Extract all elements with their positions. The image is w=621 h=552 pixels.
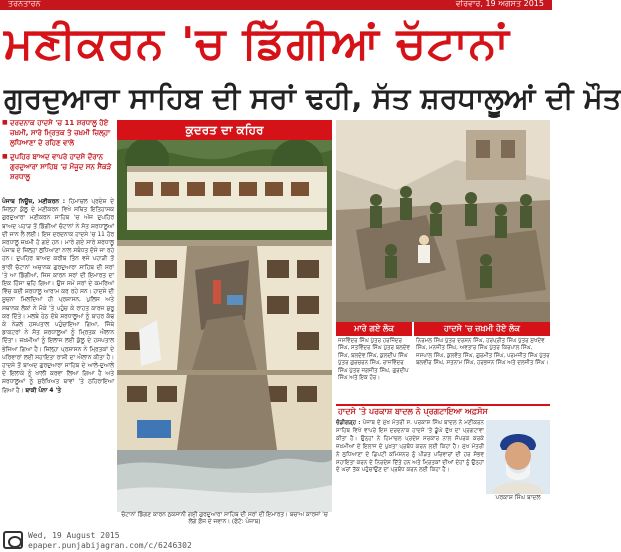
topbar-right: ਵੀਰਵਾਰ, 19 ਅਗਸਤ 2015 — [455, 0, 544, 8]
dead-list-header: ਮਾਰੇ ਗਏ ਲੋਕ — [336, 322, 412, 336]
injured-list: ਨਿਰਮਲ ਸਿੰਘ ਪੁੱਤਰ ਦਰਸ਼ਨ ਸਿੰਘ, ਹਰਪ੍ਰੀਤ ਸਿੰਘ ਪੁੱਤਰ ਸੁਖਦੇਵ ਸਿੰਘ, ਮਨਜੀਤ ਸਿੰਘ, ਅਵਤਾਰ ਸਿੰਘ ਪੁੱਤਰ ਕਿਰਪਾਲ ਸਿੰਘ, ਜਸਪਾਲ ਸਿੰਘ, ਕੁਲਵੰਤ ਸਿੰਘ, ਗੁਰਮੀਤ ਸਿੰਘ, ਪਰਮਜੀਤ ਸਿੰਘ ਪੁੱਤਰ ਬਲਵੀਰ ਸਿੰਘ, ਸਤਨਾਮ ਸਿੰਘ, ਹਰਭਜਨ ਸਿੰਘ ਅਤੇ ਦਲਜੀਤ ਸਿੰਘ। — [416, 338, 550, 367]
page-headline: ਮਣੀਕਰਨ 'ਚ ਡਿੱਗੀਆਂ ਚੱਟਾਨਾਂ — [4, 18, 510, 69]
photo-caption-text-2: ਬਚਾਅ ਕਾਰਜਾਂ 'ਚ ਲੱਗੇ ਫ਼ੌਜ ਦੇ ਜਵਾਨ। — [188, 512, 328, 525]
photo-banner: ਕੁਦਰਤ ਦਾ ਕਹਿਰ — [117, 120, 332, 140]
main-story-column — [2, 198, 114, 536]
sub-story-text: ਪੰਜਾਬ ਦੇ ਮੁੱਖ ਮੰਤਰੀ ਸ. ਪਰਕਾਸ਼ ਸਿੰਘ ਬਾਦਲ ਨੇ ਮਣੀਕਰਨ ਸਾਹਿਬ ਵਿਖੇ ਵਾਪਰੇ ਇਸ ਦਰਦਨਾਕ ਹਾਦਸੇ 'ਤੇ ਡੂੰਘੇ ਦੁੱਖ ਦਾ ਪ੍ਰਗਟਾਵਾ ਕੀਤਾ ਹੈ। ਉਨ੍ਹਾਂ ਨੇ ਹਿਮਾਚਲ ਪ੍ਰਦੇਸ਼ ਸਰਕਾਰ ਨਾਲ ਸੰਪਰਕ ਕਰਕੇ ਜ਼ਖ਼ਮੀਆਂ ਦੇ ਇਲਾਜ ਦੇ ਪੁਖ਼ਤਾ ਪ੍ਰਬੰਧ ਕਰਨ ਲਈ ਕਿਹਾ ਹੈ। ਮੁੱਖ ਮੰਤਰੀ ਨੇ ਲੁਧਿਆਣਾ ਦੇ ਡਿਪਟੀ ਕਮਿਸ਼ਨਰ ਨੂੰ ਪੀੜਤ ਪਰਿਵਾਰਾਂ ਦੀ ਹਰ ਸੰਭਵ ਸਹਾਇਤਾ ਕਰਨ ਦੇ ਨਿਰਦੇਸ਼ ਦਿੱਤੇ ਹਨ ਅਤੇ ਮ੍ਰਿਤਕਾਂ ਦੀਆਂ ਦੇਹਾਂ ਨੂੰ ਉਨ੍ਹਾਂ ਦੇ ਘਰਾਂ ਤੱਕ ਪਹੁੰਚਾਉਣ ਦਾ ਪ੍ਰਬੰਧ ਕਰਨ ਲਈ ਕਿਹਾ ਹੈ। — [336, 420, 484, 474]
top-date-strip — [0, 0, 552, 10]
portrait-photo — [486, 420, 550, 494]
photo-caption-text: ਚੱਟਾਨਾਂ ਡਿੱਗਣ ਕਾਰਨ ਨੁਕਸਾਨੀ ਗਈ ਗੁਰਦੁਆਰਾ ਸਾਹਿਬ ਦੀ ਸਰਾਂ ਦੀ ਇਮਾਰਤ। — [121, 512, 288, 518]
dead-list: ਜਸਵਿੰਦਰ ਸਿੰਘ ਪੁੱਤਰ ਹਰਜਿੰਦਰ ਸਿੰਘ, ਸਤਵਿੰਦਰ ਸਿੰਘ ਪੁੱਤਰ ਬਲਦੇਵ ਸਿੰਘ, ਬਲਦੇਵ ਸਿੰਘ, ਕੁਲਦੀਪ ਸਿੰਘ ਪੁੱਤਰ ਗੁਰਚਰਨ ਸਿੰਘ, ਰਾਜਵਿੰਦਰ ਸਿੰਘ ਪੁੱਤਰ ਜਗਜੀਤ ਸਿੰਘ, ਗੁਰਦੀਪ ਸਿੰਘ ਅਤੇ ਇਕ ਹੋਰ। — [338, 338, 410, 382]
sub-story-body — [336, 420, 484, 516]
page-subheadline: ਗੁਰਦੁਆਰਾ ਸਾਹਿਬ ਦੀ ਸਰਾਂ ਢਹੀ, ਸੱਤ ਸ਼ਰਧਾਲੂਆਂ ਦੀ ਮੌਤ — [4, 81, 621, 115]
portrait-illustration — [486, 420, 550, 494]
portrait-caption: ਪਰਕਾਸ਼ ਸਿੰਘ ਬਾਦਲ — [495, 494, 541, 501]
story-dateline: ਪੰਜਾਬ ਨਿਊਜ਼, ਮਣੀਕਰਨ : — [2, 199, 66, 205]
rescue-photo — [336, 120, 550, 322]
rescue-scene-illustration — [336, 120, 550, 322]
injured-list-header: ਹਾਦਸੇ 'ਚ ਜ਼ਖ਼ਮੀ ਹੋਏ ਲੋਕ — [414, 322, 550, 336]
epaper-logo-icon — [3, 531, 23, 549]
story-body: ਹਿਮਾਚਲ ਪ੍ਰਦੇਸ਼ ਦੇ ਜ਼ਿਲ੍ਹਾ ਕੁੱਲੂ ਦੇ ਮਣੀਕਰਨ ਵਿਖੇ ਸਥਿਤ ਇਤਿਹਾਸਕ ਗੁਰਦੁਆਰਾ ਮਣੀਕਰਨ ਸਾਹਿਬ 'ਚ ਅੱਜ ਦੁਪਹਿਰ ਬਾਅਦ ਪਹਾੜ ਤੋਂ ਡਿੱਗੀਆਂ ਚੱਟਾਨਾਂ ਨੇ ਸੱਤ ਸ਼ਰਧਾਲੂਆਂ ਦੀ ਜਾਨ ਲੈ ਲਈ। ਇਸ ਦਰਦਨਾਕ ਹਾਦਸੇ 'ਚ 11 ਹੋਰ ਸ਼ਰਧਾਲੂ ਜ਼ਖ਼ਮੀ ਹੋ ਗਏ ਹਨ। ਮਾਰੇ ਗਏ ਸਾਰੇ ਸ਼ਰਧਾਲੂ ਪੰਜਾਬ ਦੇ ਜ਼ਿਲ੍ਹਾ ਲੁਧਿਆਣਾ ਨਾਲ ਸਬੰਧਤ ਦੱਸੇ ਜਾ ਰਹੇ ਹਨ। ਦੁਪਹਿਰ ਬਾਅਦ ਕਰੀਬ ਤਿੰਨ ਵਜੇ ਪਹਾੜੀ ਤੋਂ ਭਾਰੀ ਚੱਟਾਨਾਂ ਅਚਾਨਕ ਗੁਰਦੁਆਰਾ ਸਾਹਿਬ ਦੀ ਸਰਾਂ 'ਤੇ ਆ ਡਿੱਗੀਆਂ, ਜਿਸ ਕਾਰਨ ਸਰਾਂ ਦੀ ਇਮਾਰਤ ਦਾ ਇਕ ਹਿੱਸਾ ਢਹਿ ਗਿਆ। ਉਸ ਸਮੇਂ ਸਰਾਂ ਦੇ ਕਮਰਿਆਂ ਵਿੱਚ ਕਈ ਸ਼ਰਧਾਲੂ ਆਰਾਮ ਕਰ ਰਹੇ ਸਨ। ਹਾਦਸੇ ਦੀ ਸੂਚਨਾ ਮਿਲਦਿਆਂ ਹੀ ਪ੍ਰਸ਼ਾਸਨ, ਪੁਲਿਸ ਅਤੇ ਸਥਾਨਕ ਲੋਕਾਂ ਨੇ ਮੌਕੇ 'ਤੇ ਪਹੁੰਚ ਕੇ ਰਾਹਤ ਕਾਰਜ ਸ਼ੁਰੂ ਕਰ ਦਿੱਤੇ। ਮਲਬੇ ਹੇਠ ਦੱਬੇ ਸ਼ਰਧਾਲੂਆਂ ਨੂੰ ਬਾਹਰ ਕੱਢ ਕੇ ਨੇੜਲੇ ਹਸਪਤਾਲ ਪਹੁੰਚਾਇਆ ਗਿਆ, ਜਿੱਥੇ ਡਾਕਟਰਾਂ ਨੇ ਸੱਤ ਸ਼ਰਧਾਲੂਆਂ ਨੂੰ ਮ੍ਰਿਤਕ ਐਲਾਨ ਦਿੱਤਾ। ਜ਼ਖ਼ਮੀਆਂ ਨੂੰ ਇਲਾਜ ਲਈ ਕੁੱਲੂ ਦੇ ਹਸਪਤਾਲ ਭੇਜਿਆ ਗਿਆ ਹੈ। ਜ਼ਿਲ੍ਹਾ ਪ੍ਰਸ਼ਾਸਨ ਨੇ ਮ੍ਰਿਤਕਾਂ ਦੇ ਪਰਿਵਾਰਾਂ ਲਈ ਸਹਾਇਤਾ ਰਾਸ਼ੀ ਦਾ ਐਲਾਨ ਕੀਤਾ ਹੈ। ਹਾਦਸੇ ਤੋਂ ਬਾਅਦ ਗੁਰਦੁਆਰਾ ਸਾਹਿਬ ਦੇ ਆਲੇ-ਦੁਆਲੇ ਦੇ ਇਲਾਕੇ ਨੂੰ ਖਾਲੀ ਕਰਵਾ ਲਿਆ ਗਿਆ ਹੈ ਅਤੇ ਸ਼ਰਧਾਲੂਆਂ ਨੂੰ ਸੁਰੱਖਿਅਤ ਥਾਵਾਂ 'ਤੇ ਠਹਿਰਾਇਆ ਗਿਆ ਹੈ। — [2, 199, 114, 394]
highlight-item: ■ ਦੁਪਹਿਰ ਬਾਅਦ ਵਾਪਰੇ ਹਾਦਸੇ ਦੌਰਾਨ ਗੁਰਦੁਆਰਾ ਸਾਹਿਬ 'ਚ ਮੌਜੂਦ ਸਨ ਸੈਂਕੜੇ ਸ਼ਰਧਾਲੂ — [2, 152, 114, 182]
topbar-left: ਤਰਨਤਾਰਨ — [8, 0, 41, 8]
highlights-list — [2, 118, 114, 198]
sub-story-dateline: ਚੰਡੀਗੜ੍ਹ : — [336, 420, 361, 426]
footer-date: Wed, 19 August 2015 — [28, 531, 120, 540]
story-continued: ਬਾਕੀ ਪੰਨਾ 4 'ਤੇ — [25, 387, 61, 394]
footer-url[interactable]: epaper.punjabijagran.com/c/6246302 — [28, 541, 192, 550]
epaper-footer — [0, 528, 552, 552]
sub-story-headline: ਹਾਦਸੇ 'ਤੇ ਪਰਕਾਸ਼ ਬਾਦਲ ਨੇ ਪ੍ਰਗਟਾਇਆ ਅਫ਼ਸੋਸ — [336, 404, 550, 418]
main-photo-collapsed-building — [117, 120, 332, 512]
main-photo-caption — [117, 512, 332, 526]
highlight-item: ■ ਦਰਦਨਾਕ ਹਾਦਸੇ 'ਚ 11 ਸ਼ਰਧਾਲੂ ਹੋਏ ਜ਼ਖ਼ਮੀ, ਸਾਰੇ ਮ੍ਰਿਤਕ ਤੇ ਜ਼ਖ਼ਮੀ ਜ਼ਿਲ੍ਹਾ ਲੁਧਿਆਣਾ ਦੇ ਰਹਿਣ ਵਾਲੇ — [2, 118, 114, 148]
photo-credit: (ਫੋਟੋ: ਪੰਜਾਬ) — [231, 519, 261, 525]
collapsed-building-illustration — [117, 120, 332, 512]
